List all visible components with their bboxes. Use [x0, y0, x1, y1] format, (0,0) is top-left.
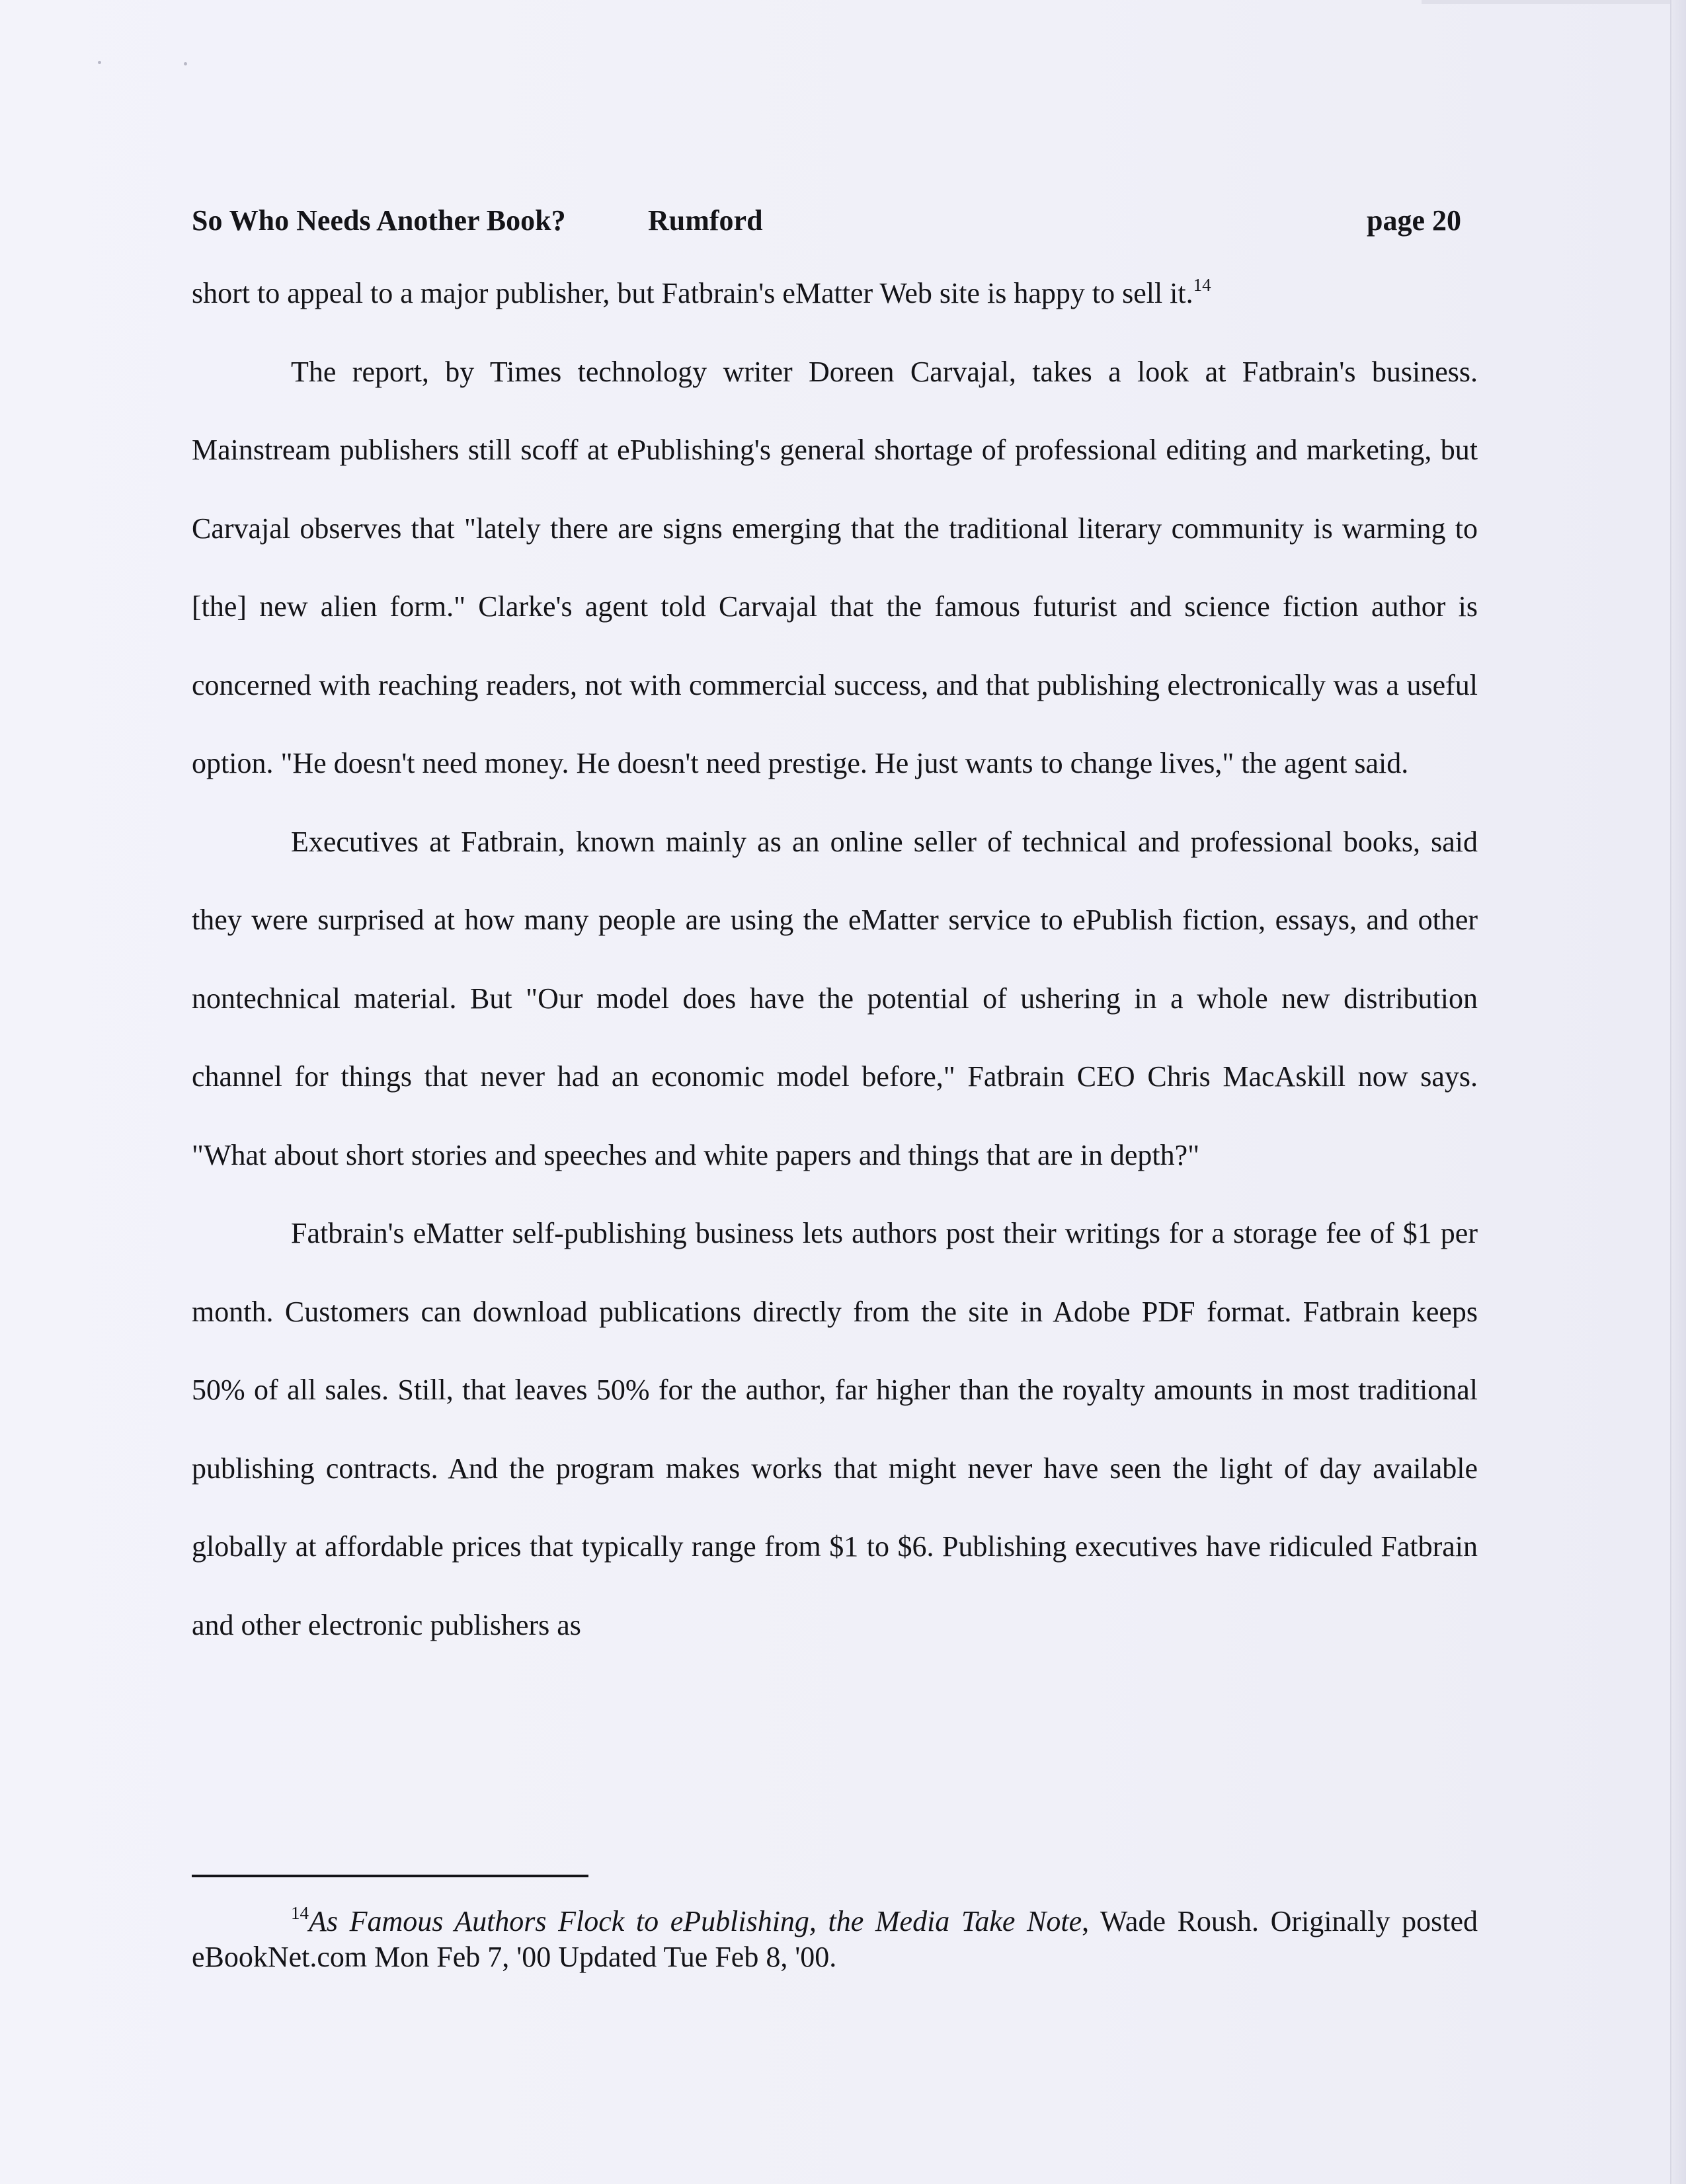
scan-speck: [184, 62, 187, 65]
header-title: So Who Needs Another Book?: [192, 204, 566, 237]
paragraph-3: Executives at Fatbrain, known mainly as an online seller of technical and professional books, said they were surprised at how many people are using the eMatter service to ePublish fiction, essays, and other nontechnical material. But "Our model does have the potential of ushering in a whole new distribution channel for things that never had an economic model before," Fatbrain CEO Chris MacAskill now says. "What about short stories and speeches and white papers and things that are in depth?": [192, 825, 1478, 1171]
body-text: [192, 254, 1478, 1664]
footnote-separator: [192, 1875, 588, 1877]
header-page-number: page 20: [1367, 204, 1461, 237]
footnote-citation: , Wade Roush. Originally posted eBookNet.com Mon Feb 7, '00 Updated Tue Feb 8, '00.: [192, 1905, 1478, 1973]
scan-speck: [98, 61, 101, 64]
paragraph-2: The report, by Times technology writer Doreen Carvajal, takes a look at Fatbrain's business. Mainstream publishers still scoff at ePublishing's general shortage of professional editing and marketing, but Carvajal observes that "lately there are signs emerging that the traditional literary community is warming to [the] new alien form." Clarke's agent told Carvajal that the famous futurist and science fiction author is concerned with reaching readers, not with commercial success, and that publishing electronically was a useful option. "He doesn't need money. He doesn't need prestige. He just wants to change lives," the agent said.: [192, 355, 1478, 779]
footnote-reference: 14: [1193, 275, 1211, 295]
footnote-article-title: As Famous Authors Flock to ePublishing, the Media Take Note: [309, 1905, 1082, 1937]
paragraph-1-text: short to appeal to a major publisher, but Fatbrain's eMatter Web site is happy to sell it.: [192, 277, 1193, 309]
paragraph-4: Fatbrain's eMatter self-publishing business lets authors post their writings for a storage fee of $1 per month. Customers can download publications directly from the site in Adobe PDF format. Fatbrain keeps 50% of all sales. Still, that leaves 50% for the author, far higher than the royalty amounts in most traditional publishing contracts. And the program makes works that might never have seen the light of day available globally at affordable prices that typically range from $1 to $6. Publishing executives have ridiculed Fatbrain and other electronic publishers as: [192, 1217, 1478, 1641]
header-author: Rumford: [648, 204, 763, 237]
footnote-number: 14: [291, 1903, 309, 1923]
paragraph-continued: [192, 254, 1478, 333]
page-right-edge: [1670, 0, 1686, 2184]
page-top-edge: [1422, 0, 1671, 4]
footnote-14: [192, 1904, 1478, 1975]
running-header: [192, 201, 1461, 241]
